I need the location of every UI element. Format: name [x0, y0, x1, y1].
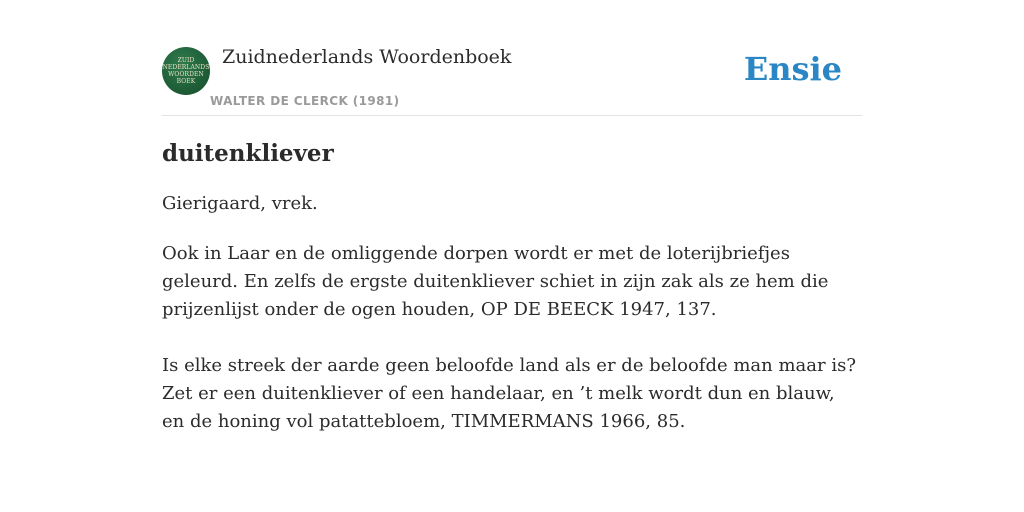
source-header [162, 0, 862, 116]
logo-line: BOEK [176, 78, 196, 85]
example-quote: Is elke streek der aarde geen beloofde land als er de beloofde man maar is? Zet er een duitenkliever of een handelaar, en ’t melk wordt dun en blauw, en de honing vol patattebloem, TIMMERMANS 1966, 85. [162, 355, 856, 432]
logo-line: WOORDEN [168, 71, 204, 78]
page-container [162, 0, 862, 432]
logo-line: NEDERLANDS [162, 64, 210, 71]
example-quote: Ook in Laar en de omliggende dorpen wordt er met de loterijbriefjes geleurd. En zelfs de ergste duitenkliever schiet in zijn zak als ze hem die prijzenlijst onder de ogen houden, OP DE BEECK 1947, 137. [162, 243, 829, 320]
logo-line: ZUID [177, 57, 195, 64]
source-author: WALTER DE CLERCK (1981) [210, 94, 400, 108]
ensie-logo-link[interactable]: Ensie [743, 50, 842, 88]
headword: duitenkliever [162, 140, 334, 167]
source-title-link[interactable]: Zuidnederlands Woordenboek [222, 46, 512, 68]
definition: Gierigaard, vrek. [162, 193, 318, 214]
examples [162, 240, 862, 464]
source-logo[interactable] [162, 47, 210, 95]
